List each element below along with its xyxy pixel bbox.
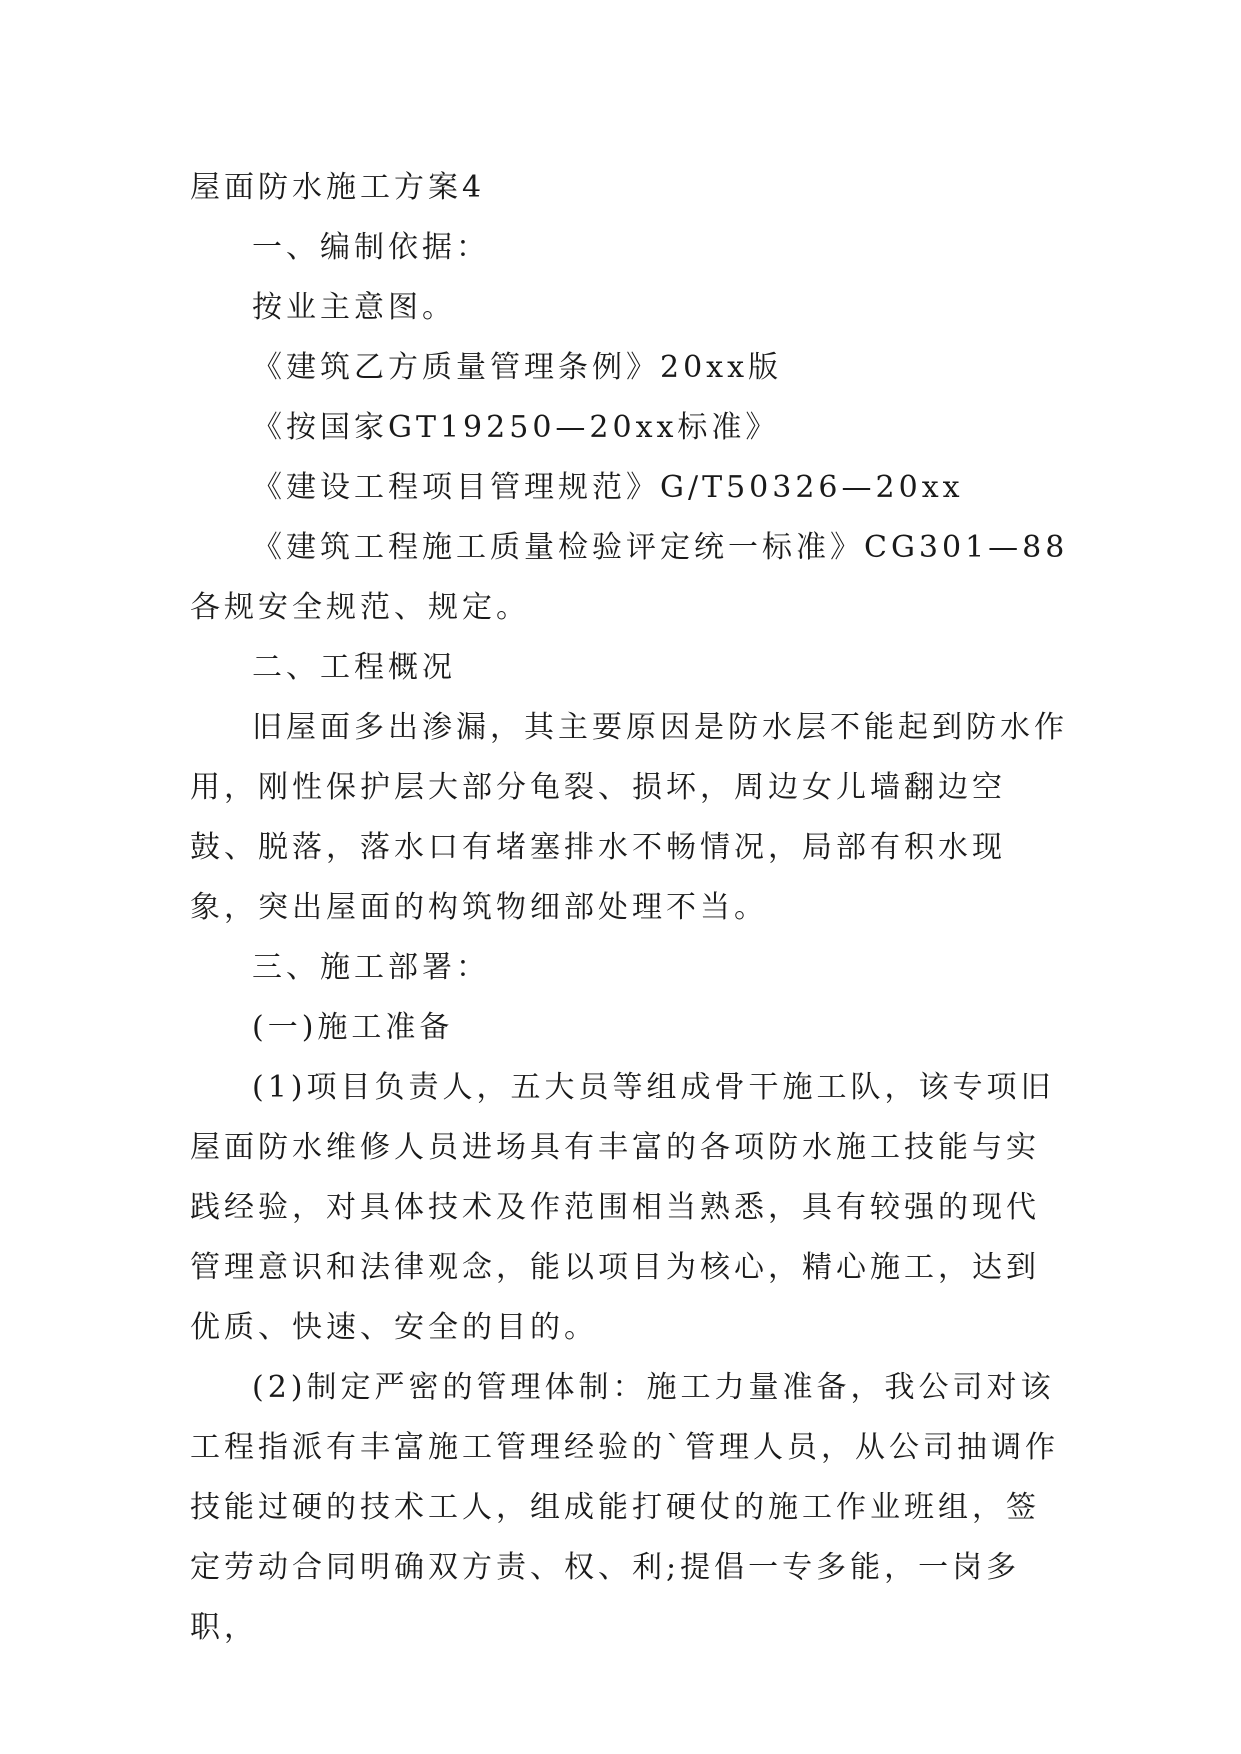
subsection-heading-preparation: (一)施工准备 bbox=[252, 1010, 454, 1045]
paragraph: 《按国家GT19250—20xx标准》 bbox=[252, 410, 780, 445]
paragraph: 《建筑乙方质量管理条例》20xx版 bbox=[252, 350, 783, 385]
paragraph: 《建筑工程施工质量检验评定统一标准》CG301—88各规安全规范、规定。 bbox=[190, 530, 1069, 625]
document-body bbox=[190, 158, 1070, 1658]
paragraph: 《建设工程项目管理规范》G/T50326—20xx bbox=[252, 470, 964, 505]
document-title: 屋面防水施工方案4 bbox=[190, 170, 486, 205]
paragraph: (1)项目负责人，五大员等组成骨干施工队，该专项旧屋面防水维修人员进场具有丰富的各项防水施工技能与实践经验，对具体技术及作范围相当熟悉，具有较强的现代管理意识和法律观念，能以项目为核心，精心施工，达到优质、快速、安全的目的。 bbox=[190, 1070, 1055, 1345]
section-heading-deployment: 三、施工部署： bbox=[252, 950, 490, 985]
paragraph: (2)制定严密的管理体制：施工力量准备，我公司对该工程指派有丰富施工管理经验的`管理人员，从公司抽调作技能过硬的技术工人，组成能打硬仗的施工作业班组，签定劳动合同明确双方责、权、利;提倡一专多能，一岗多职， bbox=[190, 1370, 1059, 1645]
section-heading-basis: 一、编制依据： bbox=[252, 230, 490, 265]
paragraph: 旧屋面多出渗漏，其主要原因是防水层不能起到防水作用，刚性保护层大部分龟裂、损坏，周边女儿墙翻边空鼓、脱落，落水口有堵塞排水不畅情况，局部有积水现象，突出屋面的构筑物细部处理不当。 bbox=[190, 710, 1068, 925]
section-heading-overview: 二、工程概况 bbox=[252, 650, 456, 685]
paragraph: 按业主意图。 bbox=[252, 290, 456, 325]
